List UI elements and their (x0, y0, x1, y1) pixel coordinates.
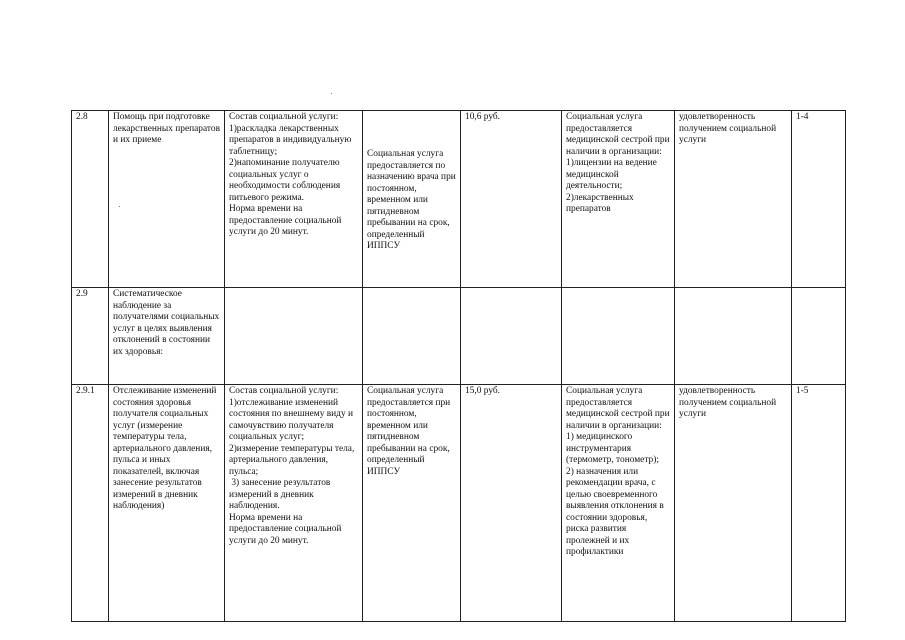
row-number: 2.9 (72, 288, 109, 385)
service-name: Отслеживание изменений состояния здоровья получателя социальных услуг (измерение температуры тела, артериального давления, пульса и иных показателей, включая занесение результатов измерений в дневник наблюдения) (109, 385, 225, 622)
table-row (72, 385, 846, 622)
result-evaluation: удовлетворенность получением социальной услуги (675, 111, 792, 288)
service-conditions (363, 288, 461, 385)
quality-indicators (562, 288, 675, 385)
row-number: 2.9.1 (72, 385, 109, 622)
content-line: 2)измерение температуры тела, артериального давления, пульса; (229, 443, 355, 477)
table-row (72, 288, 846, 385)
content-line: 1)раскладка лекарственных препаратов в индивидуальную таблетницу; (229, 123, 352, 157)
content-line: 3) занесение результатов измерений в дневник наблюдения. (229, 478, 333, 511)
result-evaluation: удовлетворенность получением социальной услуги (675, 385, 792, 622)
service-price: 10,6 руб. (461, 111, 562, 288)
content-line: Состав социальной услуги: (229, 112, 339, 122)
service-name: Систематическое наблюдение за получателями социальных услуг в целях выявления отклонений в состоянии их здоровья: (109, 288, 225, 385)
quality-line: Социальная услуга предоставляется медицинской сестрой при наличии в организации: (566, 112, 670, 157)
service-price: 15,0 руб. (461, 385, 562, 622)
content-line: Состав социальной услуги: (229, 386, 339, 396)
content-line: 1)отслеживание изменений состояния по внешнему виду и самочувствию получателя социальных услуг; (229, 397, 354, 442)
content-line: Норма времени на предоставление социальной услуги до 20 минут. (229, 204, 342, 237)
table-row (72, 111, 846, 288)
service-price (461, 288, 562, 385)
quality-line: Социальная услуга предоставляется медицинской сестрой при наличии в организации: 1) медицинского инструментария (термометр, тонометр); (566, 386, 670, 465)
evaluation-score: 1-4 (792, 111, 846, 288)
service-content (225, 288, 363, 385)
social-services-table (71, 110, 846, 622)
result-evaluation (675, 288, 792, 385)
service-conditions: Социальная услуга предоставляется при постоянном, временном или пятидневном пребывании на срок, определенный ИППСУ (363, 385, 461, 622)
service-conditions: Социальная услуга предоставляется по назначению врача при постоянном, временном или пятидневном пребывании на срок, определенный ИППСУ (363, 111, 461, 288)
evaluation-score (792, 288, 846, 385)
scan-speck (331, 93, 332, 94)
service-name: Помощь при подготовке лекарственных препаратов и их приеме (109, 111, 225, 288)
service-content (225, 385, 363, 622)
quality-indicators (562, 385, 675, 622)
quality-indicators (562, 111, 675, 288)
quality-line: 2)лекарственных препаратов (566, 192, 634, 214)
service-content (225, 111, 363, 288)
evaluation-score: 1-5 (792, 385, 846, 622)
quality-line: 1)лицензии на ведение медицинской деятельности; (566, 158, 657, 191)
content-line: Норма времени на предоставление социальной услуги до 20 минут. (229, 512, 342, 546)
content-line: 2)напоминание получателю социальных услуг о необходимости соблюдения питьевого режима. (229, 158, 341, 203)
row-number: 2.8 (72, 111, 109, 288)
quality-line: 2) назначения или рекомендации врача, с целью своевременного выявления отклонения в состоянии здоровья, риска развития пролежней и их профилактики (566, 466, 664, 557)
